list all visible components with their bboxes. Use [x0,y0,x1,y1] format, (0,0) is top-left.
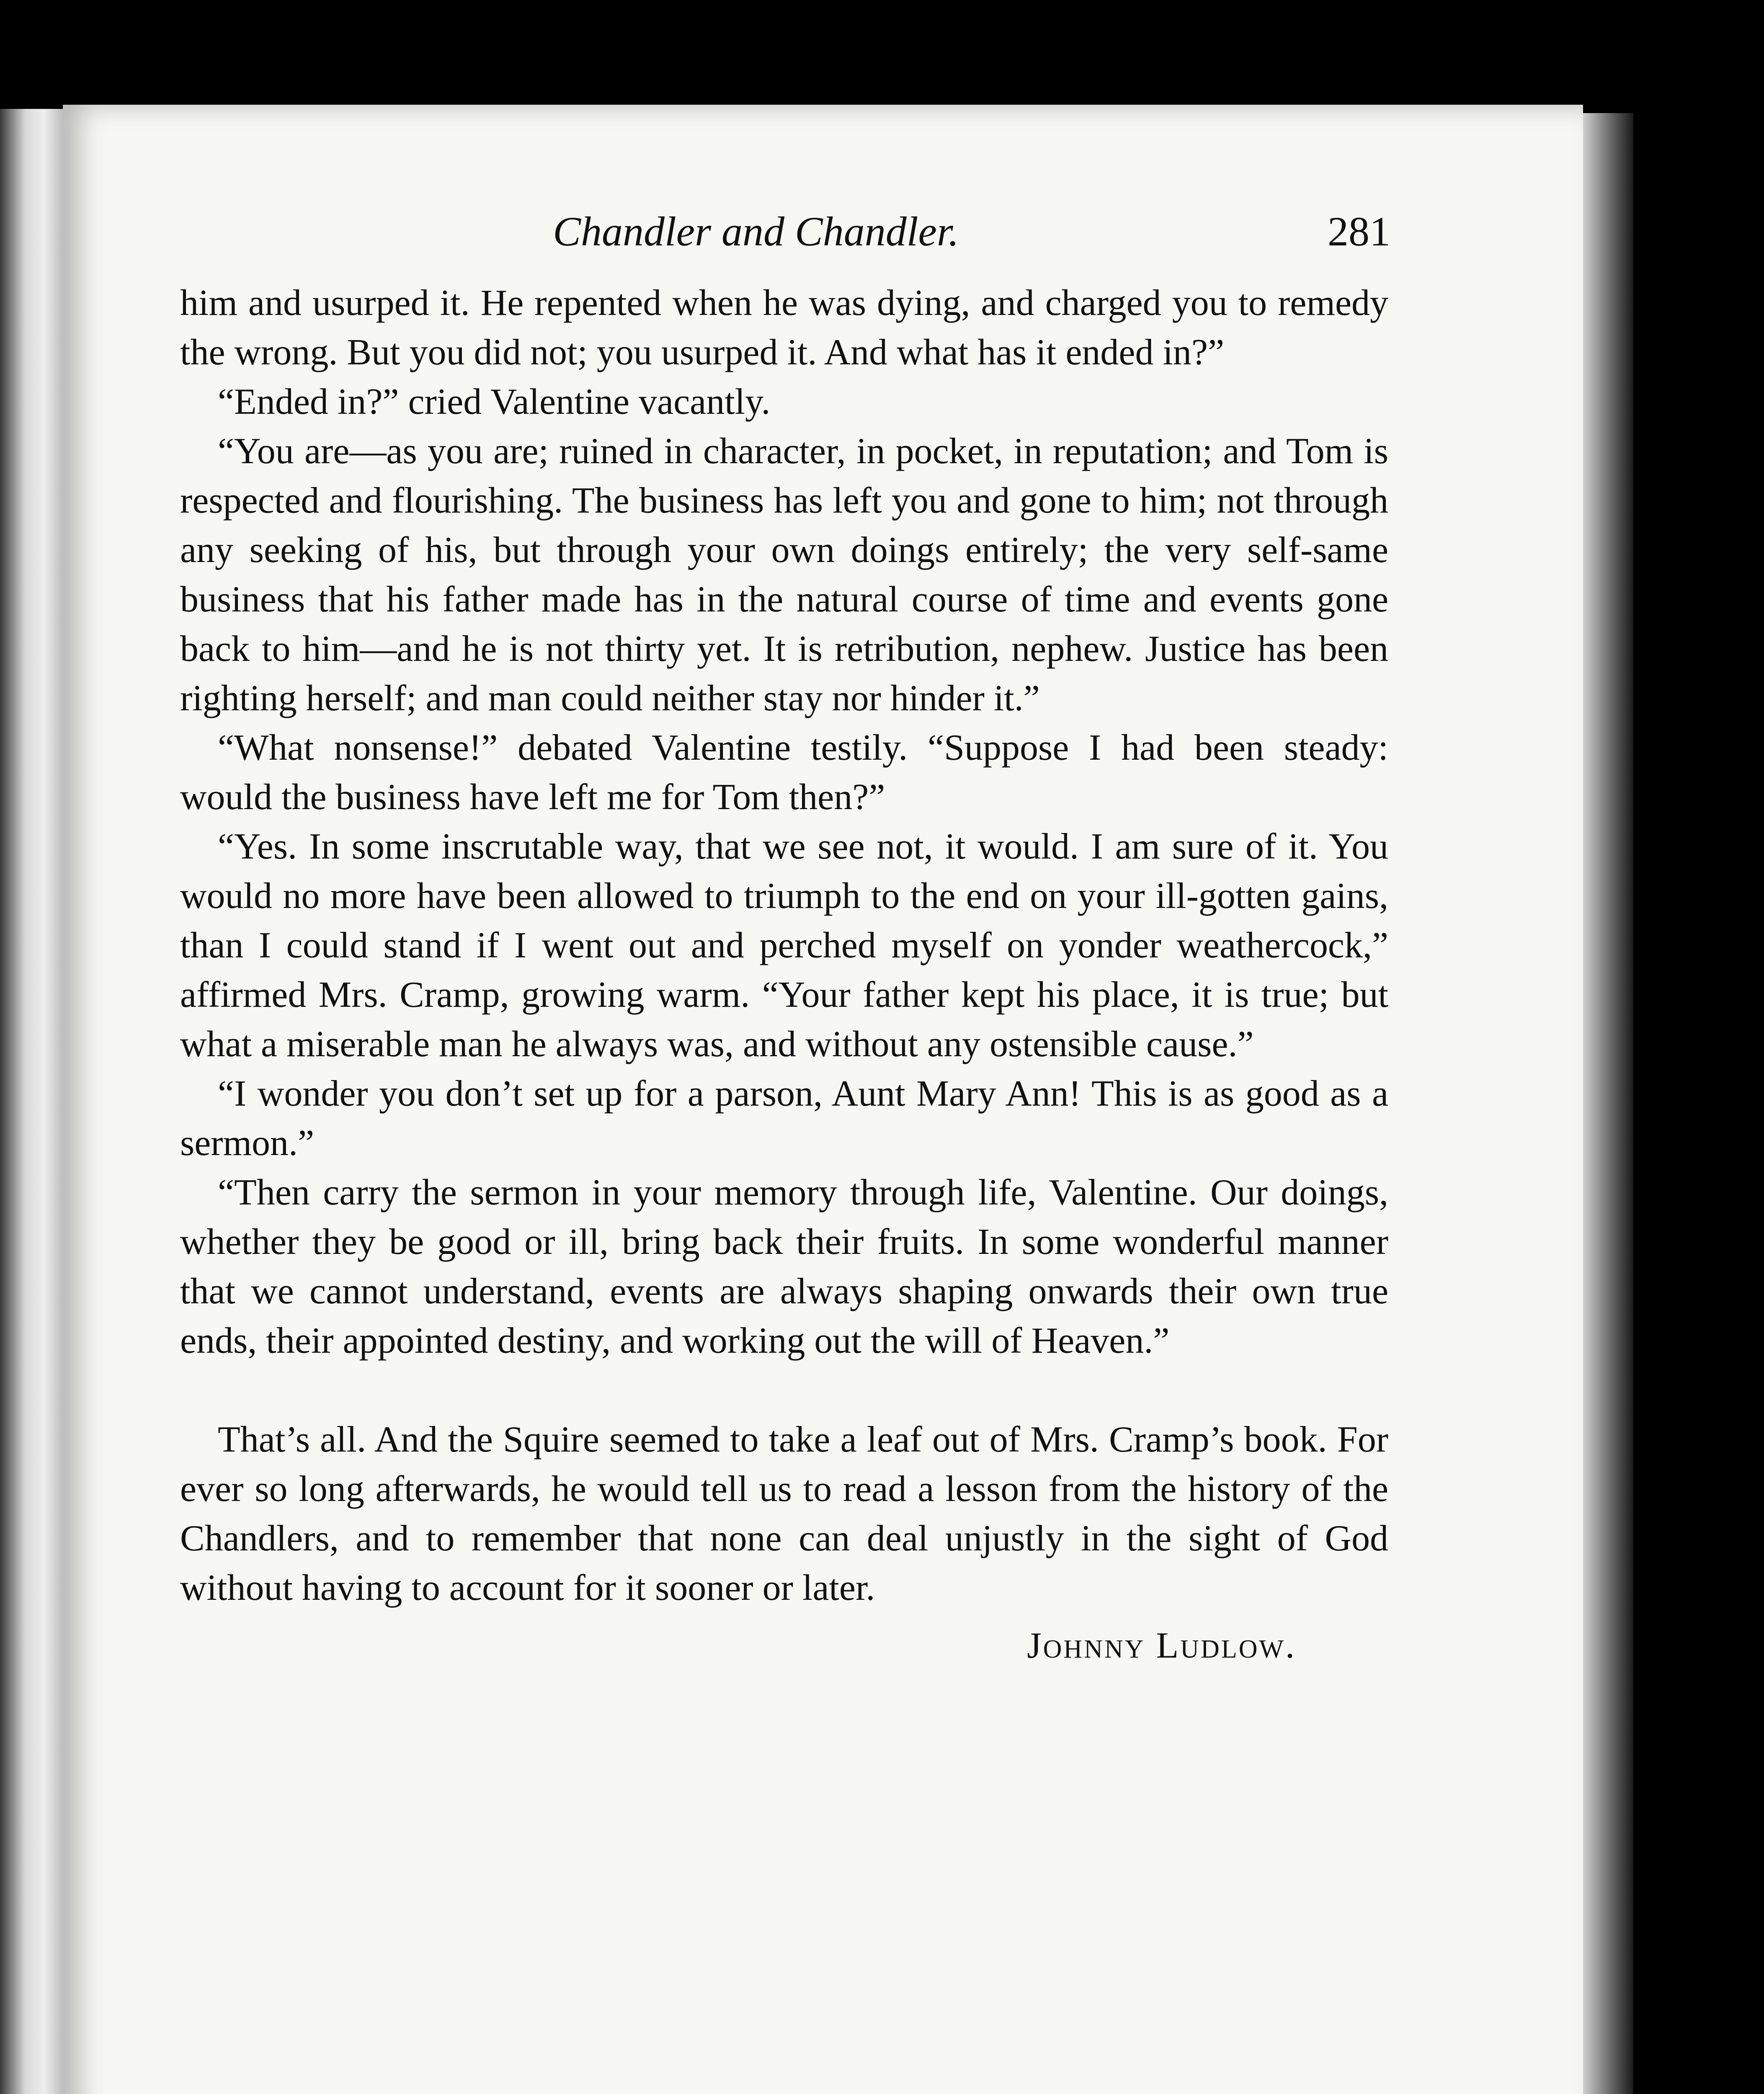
paragraph: “Yes. In some inscrutable way, that we see not, it would. I am sure of it. You would no more have been allowed to triumph to the end on your ill-gotten gains, than I could stand if I went out and perched myself on yonder weathercock,” affirmed Mrs. Cramp, growing warm. “Your father kept his place, it is true; but what a miserable man he always was, and without any ostensible cause.” [180,826,1388,1065]
signature: Johnny Ludlow. [1027,1625,1296,1666]
paragraph: “Ended in?” cried Valentine vacantly. [218,382,771,422]
body-text [180,279,1388,1671]
paragraph: That’s all. And the Squire seemed to take a leaf out of Mrs. Cramp’s book. For ever so long afterwards, he would tell us to read a lesson from the history of the Chandlers, and to remember that none can deal unjustly in the sight of God without having to account for it sooner or later. [180,1419,1388,1608]
paragraph: “I wonder you don’t set up for a parson, Aunt Mary Ann! This is as good as a sermon.” [180,1073,1388,1163]
page-number: 281 [1328,208,1390,255]
running-head [121,191,1390,274]
paragraph: “What nonsense!” debated Valentine testily. “Suppose I had been steady: would the business have left me for Tom then?” [180,727,1388,817]
paragraph: “You are—as you are; ruined in character, in pocket, in reputation; and Tom is respected and flourishing. The business has left you and gone to him; not through any seeking of his, but through your own doings entirely; the very self-same business that his father made has in the natural course of time and events gone back to him—and he is not thirty yet. It is retribution, nephew. Justice has been righting herself; and man could neither stay nor hinder it.” [180,431,1388,719]
page-edge-right [1583,113,1633,2094]
page-edge-left [0,109,63,2094]
running-title: Chandler and Chandler. [553,208,959,255]
paragraph: “Then carry the sermon in your memory through life, Valentine. Our doings, whether they be good or ill, bring back their fruits. In some wonderful manner that we cannot understand, events are always shaping onwards their own true ends, their appointed destiny, and working out the will of Heaven.” [180,1172,1388,1361]
paragraph: him and usurped it. He repented when he was dying, and charged you to remedy the wrong. But you did not; you usurped it. And what has it ended in?” [180,283,1388,373]
